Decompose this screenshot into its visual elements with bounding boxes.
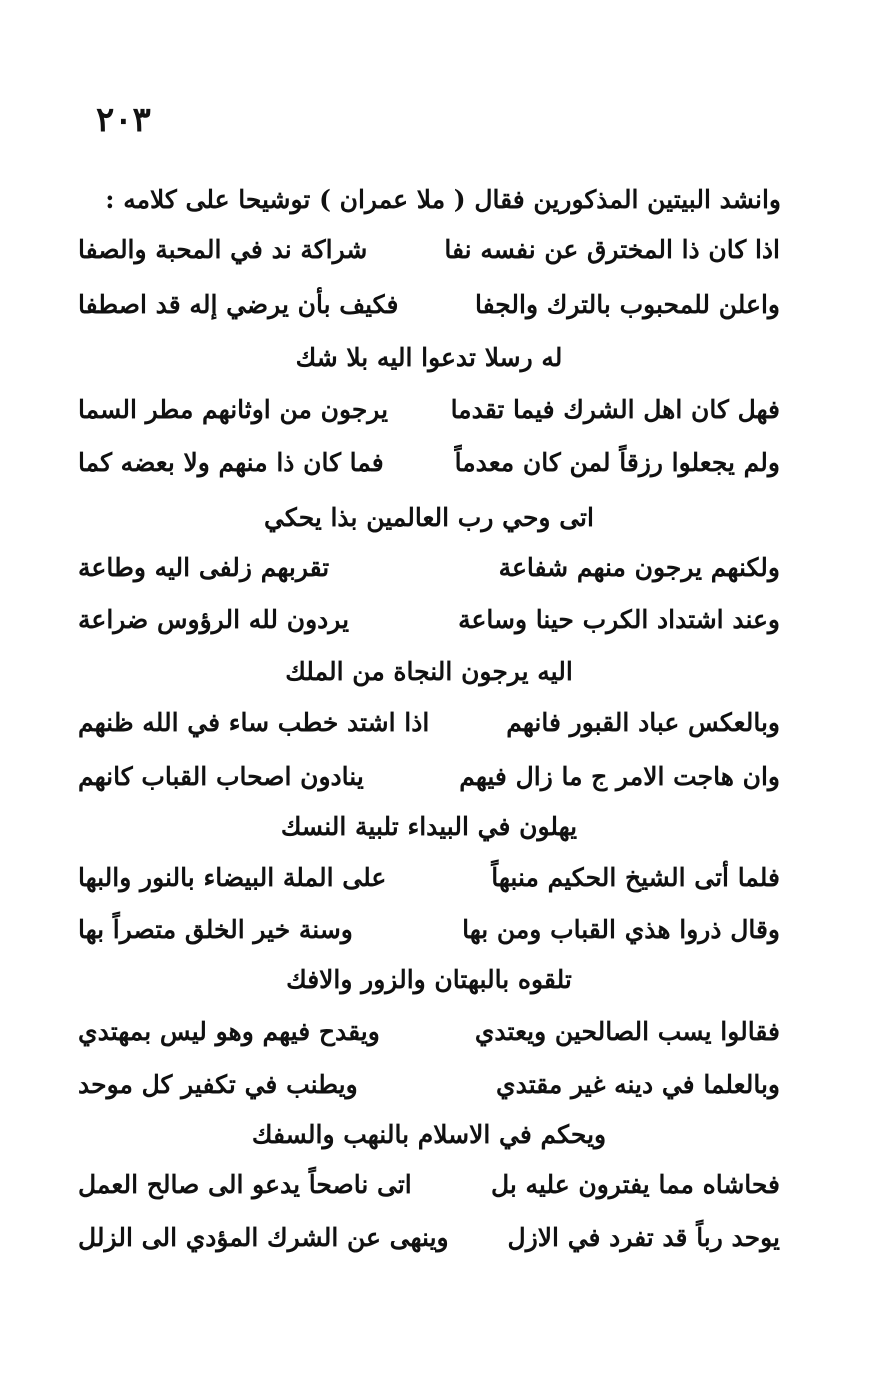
verse-second-hemistich: شراكة ند في المحبة والصفا [78, 235, 368, 264]
verse-first-hemistich: يوحد رباً قد تفرد في الازل [507, 1223, 780, 1252]
verse-line [78, 553, 780, 597]
verse-line [78, 708, 780, 752]
page-number: ٢٠٣ [96, 100, 151, 140]
refrain-line: اتى وحي رب العالمين بذا يحكي [264, 503, 594, 532]
verse-first-hemistich: فقالوا يسب الصالحين ويعتدي [474, 1017, 780, 1046]
refrain-line: له رسلا تدعوا اليه بلا شك [295, 343, 563, 372]
verse-first-hemistich: وقال ذروا هذي القباب ومن بها [462, 915, 780, 944]
verse-second-hemistich: اتى ناصحاً يدعو الى صالح العمل [78, 1170, 412, 1199]
verse-first-hemistich: اذا كان ذا المخترق عن نفسه نفا [444, 235, 780, 264]
verse-line [78, 1017, 780, 1061]
verse-second-hemistich: فكيف بأن يرضي إله قد اصطفا [78, 290, 399, 319]
verse-line [78, 863, 780, 907]
verse-line [78, 762, 780, 806]
verse-second-hemistich: ينادون اصحاب القباب كانهم [78, 762, 364, 791]
verse-first-hemistich: فلما أتى الشيخ الحكيم منبهاً [491, 863, 780, 892]
verse-second-hemistich: يرجون من اوثانهم مطر السما [78, 395, 389, 424]
verse-first-hemistich: وبالعكس عباد القبور فانهم [506, 708, 780, 737]
refrain-line: تلقوه بالبهتان والزور والافك [286, 965, 572, 994]
verse-second-hemistich: فما كان ذا منهم ولا بعضه كما [78, 448, 384, 477]
verse-first-hemistich: ولم يجعلوا رزقاً لمن كان معدماً [454, 448, 780, 477]
verse-first-hemistich: ولكنهم يرجون منهم شفاعة [498, 553, 780, 582]
verse-line [78, 1070, 780, 1114]
verse-second-hemistich: وسنة خير الخلق متصراً بها [78, 915, 353, 944]
verse-line [78, 235, 780, 279]
verse-line [78, 1223, 780, 1267]
verse-line [78, 290, 780, 334]
refrain-line: اليه يرجون النجاة من الملك [285, 657, 573, 686]
verse-line [78, 395, 780, 439]
verse-first-hemistich: وعند اشتداد الكرب حينا وساعة [458, 605, 780, 634]
verse-first-hemistich: فهل كان اهل الشرك فيما تقدما [450, 395, 780, 424]
intro-line: وانشد البيتين المذكورين فقال ( ملا عمران ) توشيحا على كلامه : [105, 185, 781, 214]
verse-line [78, 605, 780, 649]
verse-second-hemistich: يردون لله الرؤوس ضراعة [78, 605, 350, 634]
verse-second-hemistich: اذا اشتد خطب ساء في الله ظنهم [78, 708, 430, 737]
refrain-line: ويحكم في الاسلام بالنهب والسفك [251, 1120, 607, 1149]
verse-line [78, 448, 780, 492]
verse-second-hemistich: تقربهم زلفى اليه وطاعة [78, 553, 330, 582]
verse-line [78, 1170, 780, 1214]
verse-second-hemistich: على الملة البيضاء بالنور والبها [78, 863, 387, 892]
verse-second-hemistich: ويطنب في تكفير كل موحد [78, 1070, 358, 1099]
verse-first-hemistich: وبالعلما في دينه غير مقتدي [496, 1070, 780, 1099]
verse-second-hemistich: ويقدح فيهم وهو ليس بمهتدي [78, 1017, 380, 1046]
verse-line [78, 915, 780, 959]
verse-second-hemistich: وينهى عن الشرك المؤدي الى الزلل [78, 1223, 449, 1252]
verse-first-hemistich: وان هاجت الامر ج ما زال فيهم [459, 762, 780, 791]
verse-first-hemistich: فحاشاه مما يفترون عليه بل [490, 1170, 780, 1199]
verse-first-hemistich: واعلن للمحبوب بالترك والجفا [474, 290, 780, 319]
refrain-line: يهلون في البيداء تلبية النسك [280, 812, 578, 841]
